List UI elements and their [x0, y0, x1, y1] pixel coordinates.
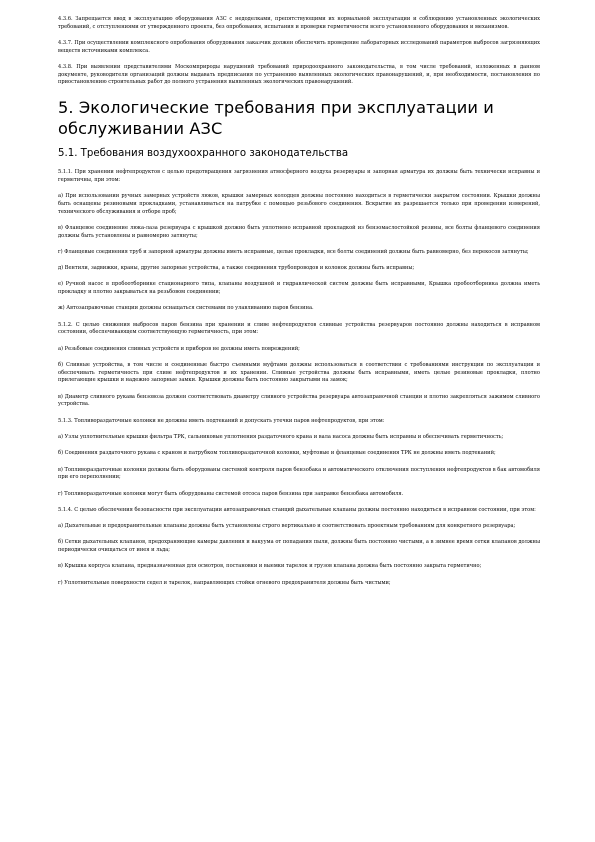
paragraph-4-3-8: 4.3.8. При выявлении представителями Москомприроды нарушений требований природоохранного законодательства, в том числе требований, изложенных в данном документе, руководители организаций должны выдавать предписания по устранению выявленных экологических правонарушений, и, при необходимости, постановления по приостановлению строительных работ до полного устранения выявленных экологических правонарушений. [58, 64, 540, 86]
list-item: б) Сливные устройства, в том числе и соединенные быстро съемными муфтами должны использоваться в соответствии с требованиями инструкции по эксплуатации и обеспечивать герметичность при сливе нефтепродуктов и их хранении. Сливные устройства должны быть исправными, иметь целые резиновые прокладки, плотно прилегающие крышки и надежно запорные замки. Крышки должны быть постоянно закрытыми на замок; [58, 362, 540, 384]
list-item: ж) Автозаправочные станции должны оснащаться системами по улавливанию паров бензина. [58, 305, 314, 312]
list-item: а) Резьбовые соединения сливных устройств и приборов не должны иметь повреждений; [58, 345, 300, 352]
paragraph-5-1-4: 5.1.4. С целью обеспечения безопасности при эксплуатации автозаправочных станций дыхательные клапаны должны постоянно находиться в исправном состоянии, при этом: [58, 506, 536, 513]
paragraph-4-3-7: 4.3.7. При осуществлении комплексного опробования оборудования заказчик должен обеспечить проведение лабораторных исследований параметров выбросов загрязняющих веществ источниками комплекса. [58, 40, 540, 54]
paragraph-5-1-3: 5.1.3. Топливораздаточные колонки не должны иметь подтеканий и допускать утечки паров нефтепродуктов, при этом: [58, 417, 385, 424]
list-item: а) При использовании ручных замерных устройств люков, крышки замерных колодцев должны постоянно находиться в герметически закрытом состоянии. Крышки должны быть оснащены резиновыми прокладками, устанавливаться на патрубке с помощью резьбового соединения. Вскрытие их разрешается только при проведении измерений, технического обслуживания и отборе проб; [58, 193, 540, 215]
list-item: г) Уплотнительные поверхности седел и тарелок, направляющих стойки огневого предохранителя должны быть чистыми; [58, 579, 391, 586]
list-item: в) Диаметр сливного рукава бензовоза должен соответствовать диаметру сливного устройства резервуара автозаправочной станции и плотно закрепляться зажимом сливного устройства. [58, 393, 540, 408]
list-item: г) Фланцевые соединения труб и запорной арматуры должны иметь исправные, целые прокладки, все болты соединений должны быть равномерно, без перекосов затянуты; [58, 248, 529, 255]
list-item: в) Фланцевое соединение люка-лаза резервуара с крышкой должно быть уплотнено исправной прокладкой из бензомаслостойкой резины, все болты фланцевого соединения должны быть установлены и равномерно затянуты; [58, 224, 540, 239]
list-item: г) Топливораздаточные колонки могут быть оборудованы системой отсоса паров бензина при заправке бензобака автомобиля. [58, 490, 404, 497]
list-item: а) Узлы уплотнительные крышки фильтра ТРК, сальниковые уплотнения раздаточного крана и вала насоса должны быть исправны и обеспечивать герметичность; [58, 434, 504, 440]
paragraph-5-1-1: 5.1.1. При хранении нефтепродуктов с целью предотвращения загрязнения атмосферного воздуха резервуары и запорная арматура их должны быть технически исправны и герметичны, при этом: [58, 169, 540, 183]
list-item: в) Крышка корпуса клапана, предназначенная для осмотров, постановки и выемки тарелок и грузов клапана должна быть постоянно закрыта герметично; [58, 563, 482, 570]
list-item: е) Ручной насос в пробоотборнике стационарного типа, клапаны воздушной и гидравлической систем должны быть исправными, Крышка пробоотборника должна иметь прокладку и плотно закрываться на резьбовом соединении; [58, 281, 540, 296]
list-item: б) Сетки дыхательных клапанов, предохраняющие камеры давления и вакуума от попадания пыли, должны быть постоянно чистыми, а в зимнее время сетки клапанов должны периодически очищаться от инея и льда; [58, 539, 540, 554]
paragraph-5-1-2: 5.1.2. С целью снижения выбросов паров бензина при хранении и сливе нефтепродуктов сливные устройства резервуаров постоянно должны находиться в исправном состоянии, обеспечивающем соответствующую герметичность, при этом: [58, 321, 540, 336]
section-title: 5. Экологические требования при эксплуатации и обслуживании АЗС [58, 98, 494, 139]
paragraph-4-3-6: 4.3.6. Запрещается ввод в эксплуатацию оборудования АЗС с недоделками, препятствующими их нормальной эксплуатации и соблюдению установленных экологических требований, с отступлениями от утвержденного проекта, без опробования, испытания и проверки герметичности всего установленного оборудования и механизмов. [58, 16, 540, 30]
list-item: в) Топливораздаточные колонки должны быть оборудованы системой контроля паров бензобака и автоматического отключения поступления нефтепродуктов в бак автомобиля при его переполнении; [58, 466, 540, 481]
list-item: а) Дыхательные и предохранительные клапаны должны быть установлены строго вертикально и соответствовать проектным требованиям для конкретного резервуара; [58, 523, 516, 530]
list-item: д) Вентили, задвижки, краны, другие запорные устройства, а также соединения трубопроводов и колонок должны быть исправны; [58, 265, 415, 272]
list-item: б) Соединения раздаточного рукава с краном и патрубком топливораздаточной колонки, муфтовые и фланцевые соединения ТРК не должны иметь подтеканий; [58, 450, 496, 457]
subsection-title: 5.1. Требования воздухоохранного законодательства [58, 148, 349, 160]
